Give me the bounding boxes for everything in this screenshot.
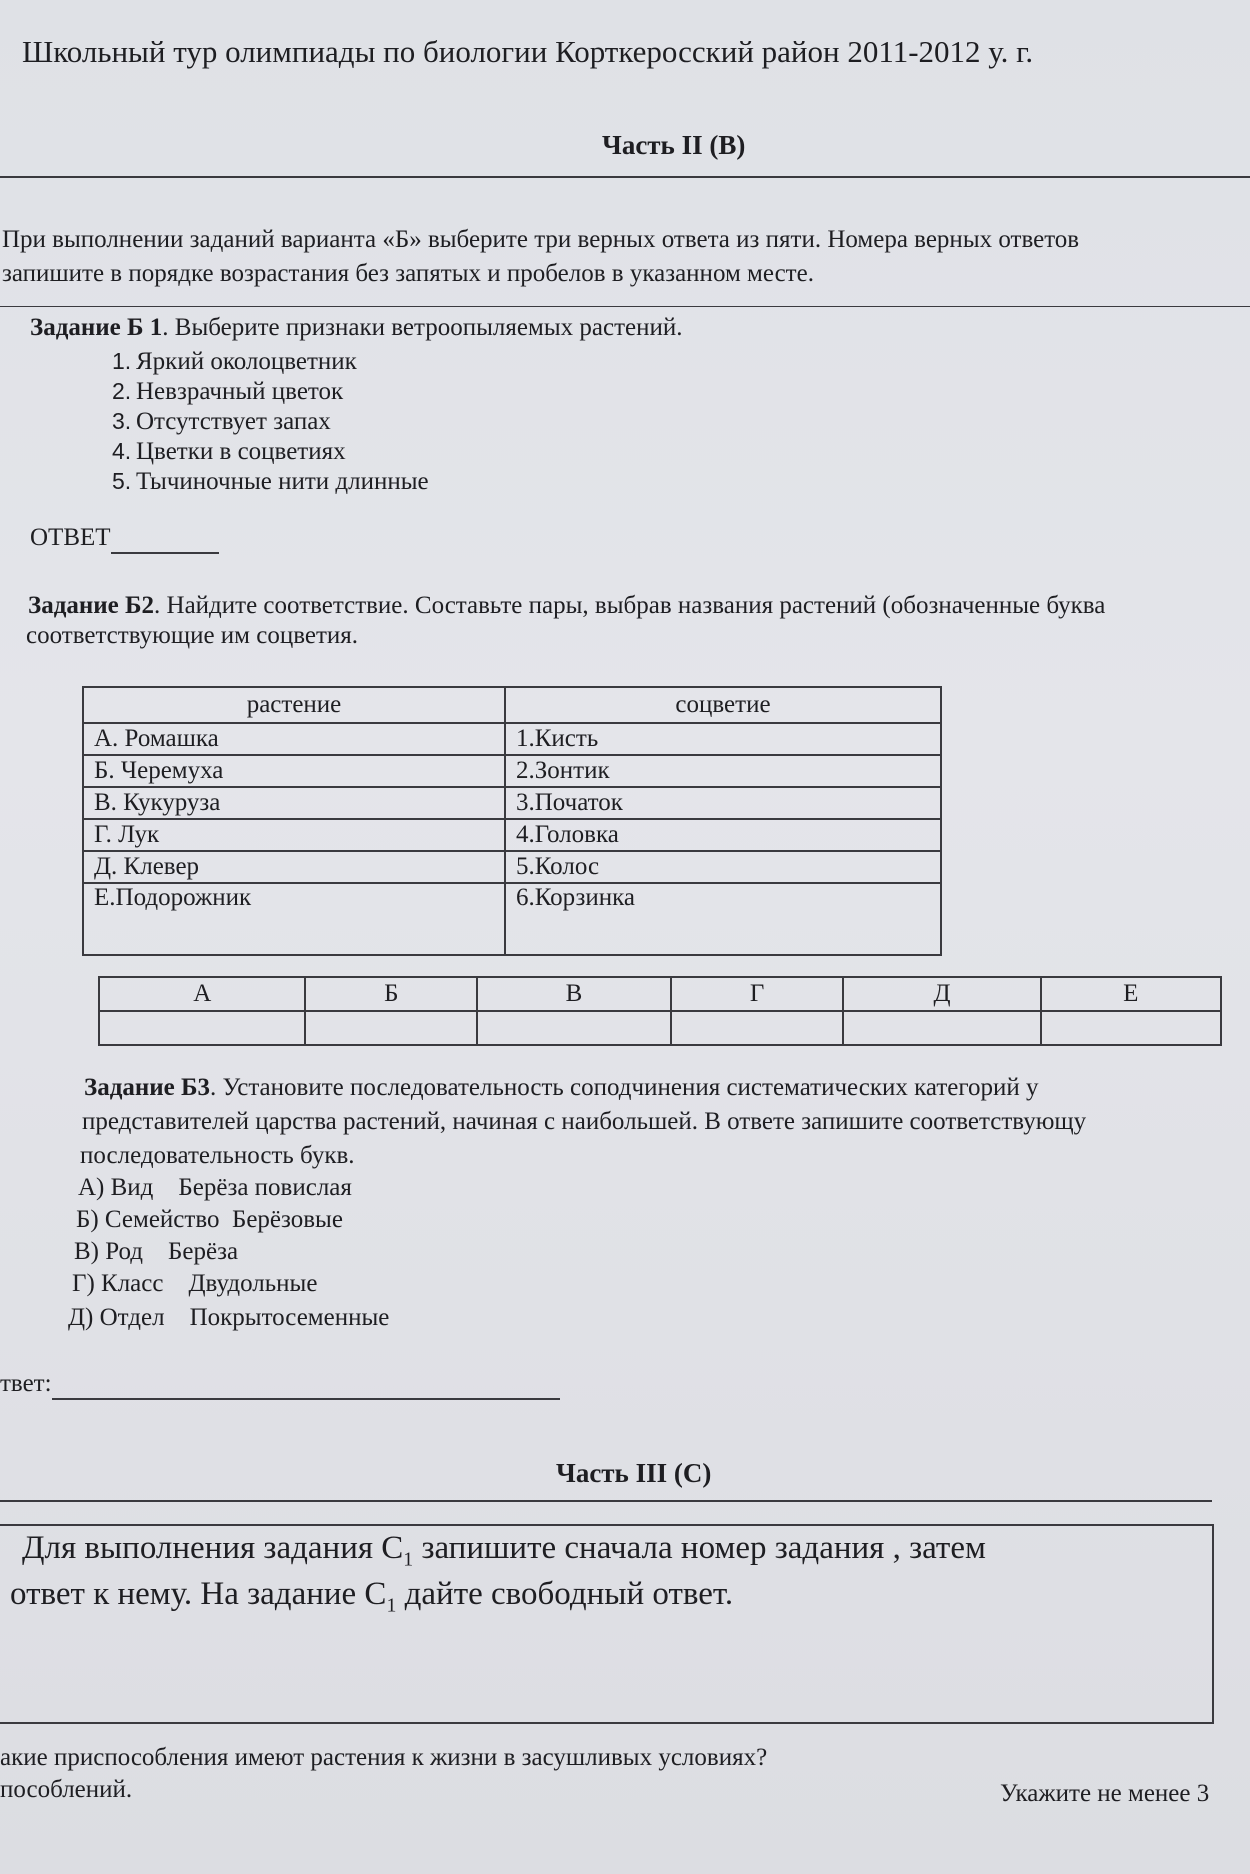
table-row: [83, 755, 941, 787]
task-b3-line-2: представителей царства растений, начиная с наибольшей. В ответе запишите соответствующу: [82, 1108, 1087, 1135]
inflorescence-cell: 6.Корзинка: [505, 883, 941, 955]
list-item: Г) Класс Двудольные: [72, 1270, 318, 1297]
task-b3-answer: [0, 1370, 560, 1400]
instruction-box-line-1: Для выполнения задания $С_1$ запишите сначала номер задания , затем: [22, 1530, 986, 1571]
inflorescence-cell: 4.Головка: [505, 819, 941, 851]
column-header-plant: растение: [83, 687, 505, 723]
answer-column-header: Г: [671, 977, 844, 1011]
table-header-row: [83, 687, 941, 723]
answer-column-header: Е: [1041, 977, 1221, 1011]
part-2-heading: Часть II (В): [602, 130, 746, 160]
list-item: 5. Тычиночные нити длинные: [112, 468, 429, 495]
answer-cell[interactable]: [671, 1011, 844, 1045]
task-b1-answer: [30, 524, 219, 554]
list-item: 1. Яркий околоцветник: [112, 348, 357, 375]
table-row: [83, 851, 941, 883]
plant-cell: В. Кукуруза: [83, 787, 505, 819]
instruction-box-line-2: ответ к нему. На задание $С_1$ дайте свободный ответ.: [10, 1576, 734, 1617]
inflorescence-cell: 5.Колос: [505, 851, 941, 883]
list-item: 4. Цветки в соцветиях: [112, 438, 346, 465]
plant-cell: Д. Клевер: [83, 851, 505, 883]
task-b3-line-1: Задание Б3. Установите последовательность соподчинения систематических категорий у: [84, 1074, 1039, 1101]
plant-cell: Е.Подорожник: [83, 883, 505, 955]
inflorescence-cell: 2.Зонтик: [505, 755, 941, 787]
divider: [0, 306, 1250, 307]
list-item: 2. Невзрачный цветок: [112, 378, 344, 405]
table-row: [83, 819, 941, 851]
task-b3-line-3: последовательность букв.: [80, 1142, 355, 1169]
answer-cell[interactable]: [1041, 1011, 1221, 1045]
task-b1-title: [30, 314, 682, 342]
table-row: [83, 787, 941, 819]
answer-column-header: Д: [843, 977, 1040, 1011]
answer-cell[interactable]: [99, 1011, 305, 1045]
answer-label: твет:: [0, 1370, 52, 1397]
list-item: 3. Отсутствует запах: [112, 408, 331, 435]
matching-table: [82, 686, 942, 956]
column-header-inflorescence: соцветие: [505, 687, 941, 723]
task-b2-label: Задание Б2: [28, 592, 155, 619]
answer-grid: [98, 976, 1222, 1046]
inflorescence-cell: 3.Початок: [505, 787, 941, 819]
list-item: Б) Семейство Берёзовые: [76, 1206, 343, 1233]
part-3-heading: Часть III (С): [556, 1458, 712, 1488]
question-c1-line-1-right: Укажите не менее 3: [1000, 1780, 1210, 1807]
task-b2-line-2: соответствующие им соцветия.: [26, 622, 359, 649]
answer-column-header: А: [99, 977, 305, 1011]
instructions-line-1: При выполнении заданий варианта «Б» выберите три верных ответа из пяти. Номера верных ответов: [2, 226, 1080, 253]
answer-grid-header: [99, 977, 1221, 1011]
answer-cell[interactable]: [305, 1011, 477, 1045]
answer-cell[interactable]: [477, 1011, 671, 1045]
list-item: А) Вид Берёза повислая: [78, 1174, 352, 1201]
table-row: [83, 723, 941, 755]
divider: [0, 1500, 1212, 1502]
list-item: Д) Отдел Покрытосеменные: [68, 1304, 390, 1331]
plant-cell: А. Ромашка: [83, 723, 505, 755]
answer-column-header: В: [477, 977, 671, 1011]
answer-cell[interactable]: [843, 1011, 1040, 1045]
answer-label: ОТВЕТ: [30, 524, 111, 551]
answer-blank[interactable]: [111, 524, 219, 554]
divider: [0, 176, 1250, 178]
table-row: [83, 883, 941, 955]
question-c1-line-2: пособлений.: [0, 1776, 133, 1803]
answer-blank[interactable]: [52, 1370, 560, 1400]
answer-grid-row: [99, 1011, 1221, 1045]
task-b3-label: Задание Б3: [84, 1074, 211, 1101]
question-c1-line-1: акие приспособления имеют растения к жизни в засушливых условиях?: [0, 1744, 768, 1771]
document-title: Школьный тур олимпиады по биологии Корткеросский район 2011-2012 у. г.: [22, 34, 1034, 69]
plant-cell: Г. Лук: [83, 819, 505, 851]
task-b2-line-1: Задание Б2. Найдите соответствие. Составьте пары, выбрав названия растений (обозначенные буква: [28, 592, 1106, 619]
plant-cell: Б. Черемуха: [83, 755, 505, 787]
task-b1-text: . Выберите признаки ветроопыляемых растений.: [162, 314, 683, 341]
inflorescence-cell: 1.Кисть: [505, 723, 941, 755]
instructions-line-2: запишите в порядке возрастания без запятых и пробелов в указанном месте.: [2, 260, 814, 287]
task-b1-label: Задание Б 1: [30, 314, 163, 341]
answer-column-header: Б: [305, 977, 477, 1011]
list-item: В) Род Берёза: [74, 1238, 239, 1265]
